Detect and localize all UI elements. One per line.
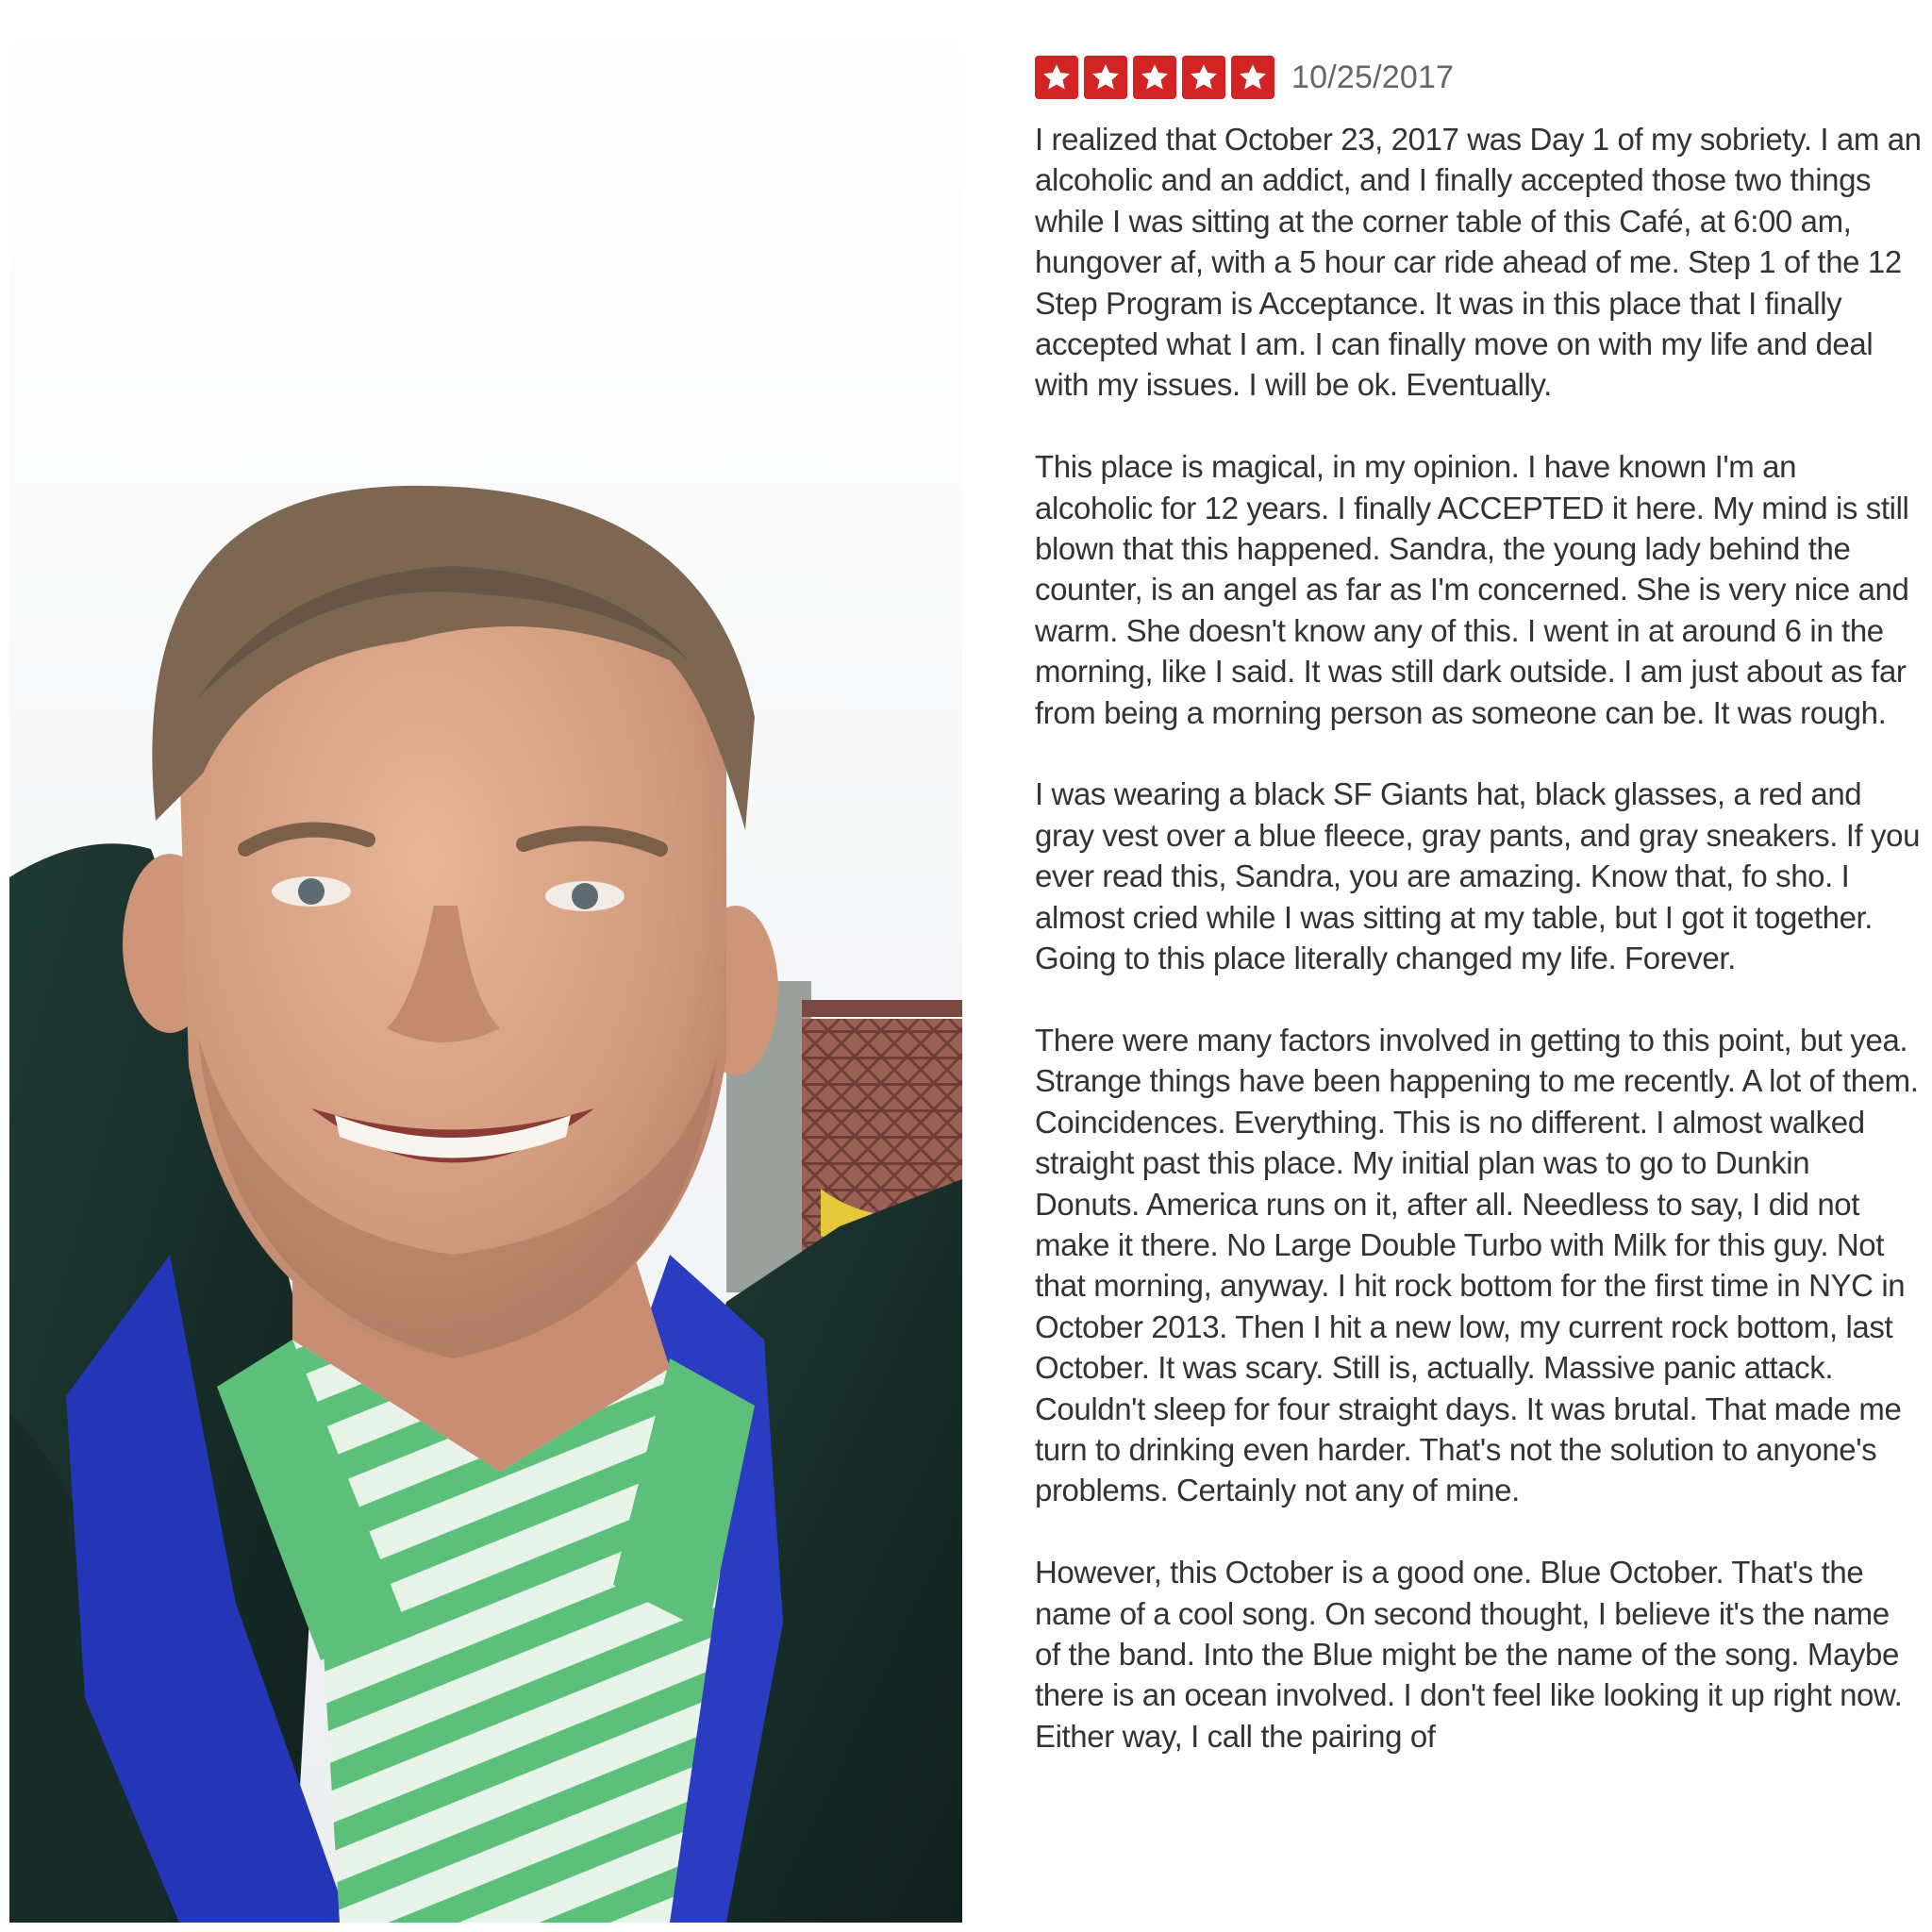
review-date: 10/25/2017 (1291, 58, 1455, 95)
review-paragraph: There were many factors involved in getting to this point, but yea. Strange things have been happening to me recently. A lot of them. Coincidences. Everything. This is no different. I almost walked straight past this place. My initial plan was to go to Dunkin Donuts. America runs on it, after all. Needless to say, I did not make it there. No Large Double Turbo with Milk for this guy. Not that morning, anyway. I hit rock bottom for the first time in NYC in October 2013. Then I hit a new low, my current rock bottom, last October. It was scary. Still is, actually. Massive panic attack. Couldn't sleep for four straight days. It was brutal. That made me turn to drinking even harder. That's not the solution to anyone's problems. Certainly not any of mine. (1035, 1022, 1919, 1508)
review (1035, 53, 1922, 1921)
star-icon (1182, 56, 1225, 99)
review-header (1035, 53, 1922, 102)
profile-photo (9, 0, 962, 1923)
star-icon (1231, 56, 1274, 99)
review-paragraph: However, this October is a good one. Blue October. That's the name of a cool song. On second thought, I believe it's the name of the band. Into the Blue might be the name of the song. Maybe there is an ocean involved. I don't feel like looking it up right now. Either way, I call the pairing of (1035, 1555, 1903, 1754)
star-icon (1035, 56, 1078, 99)
review-paragraph: I realized that October 23, 2017 was Day 1 of my sobriety. I am an alcoholic and an addict, and I finally accepted those two things while I was sitting at the corner table of this Café, at 6:00 am, hungover af, with a 5 hour car ride ahead of me. Step 1 of the 12 Step Program is Acceptance. It was in this place that I finally accepted what I am. I can finally move on with my life and deal with my issues. I will be ok. Eventually. (1035, 122, 1922, 403)
star-icon (1084, 56, 1127, 99)
person-portrait-photo (9, 0, 962, 1923)
review-paragraph: This place is magical, in my opinion. I have known I'm an alcoholic for 12 years. I finally ACCEPTED it here. My mind is still blown that this happened. Sandra, the young lady behind the counter, is an angel as far as I'm concerned. She is very nice and warm. She doesn't know any of this. I went in at around 6 in the morning, like I said. It was still dark outside. I am just about as far from being a morning person as someone can be. It was rough. (1035, 449, 1909, 730)
review-text (1035, 119, 1922, 1757)
review-paragraph: I was wearing a black SF Giants hat, black glasses, a red and gray vest over a blue fleece, gray pants, and gray sneakers. If you ever read this, Sandra, you are amazing. Know that, fo sho. I almost cried while I was sitting at my table, but I got it together. Going to this place literally changed my life. Forever. (1035, 776, 1921, 976)
star-icon (1133, 56, 1176, 99)
star-rating (1035, 56, 1274, 99)
